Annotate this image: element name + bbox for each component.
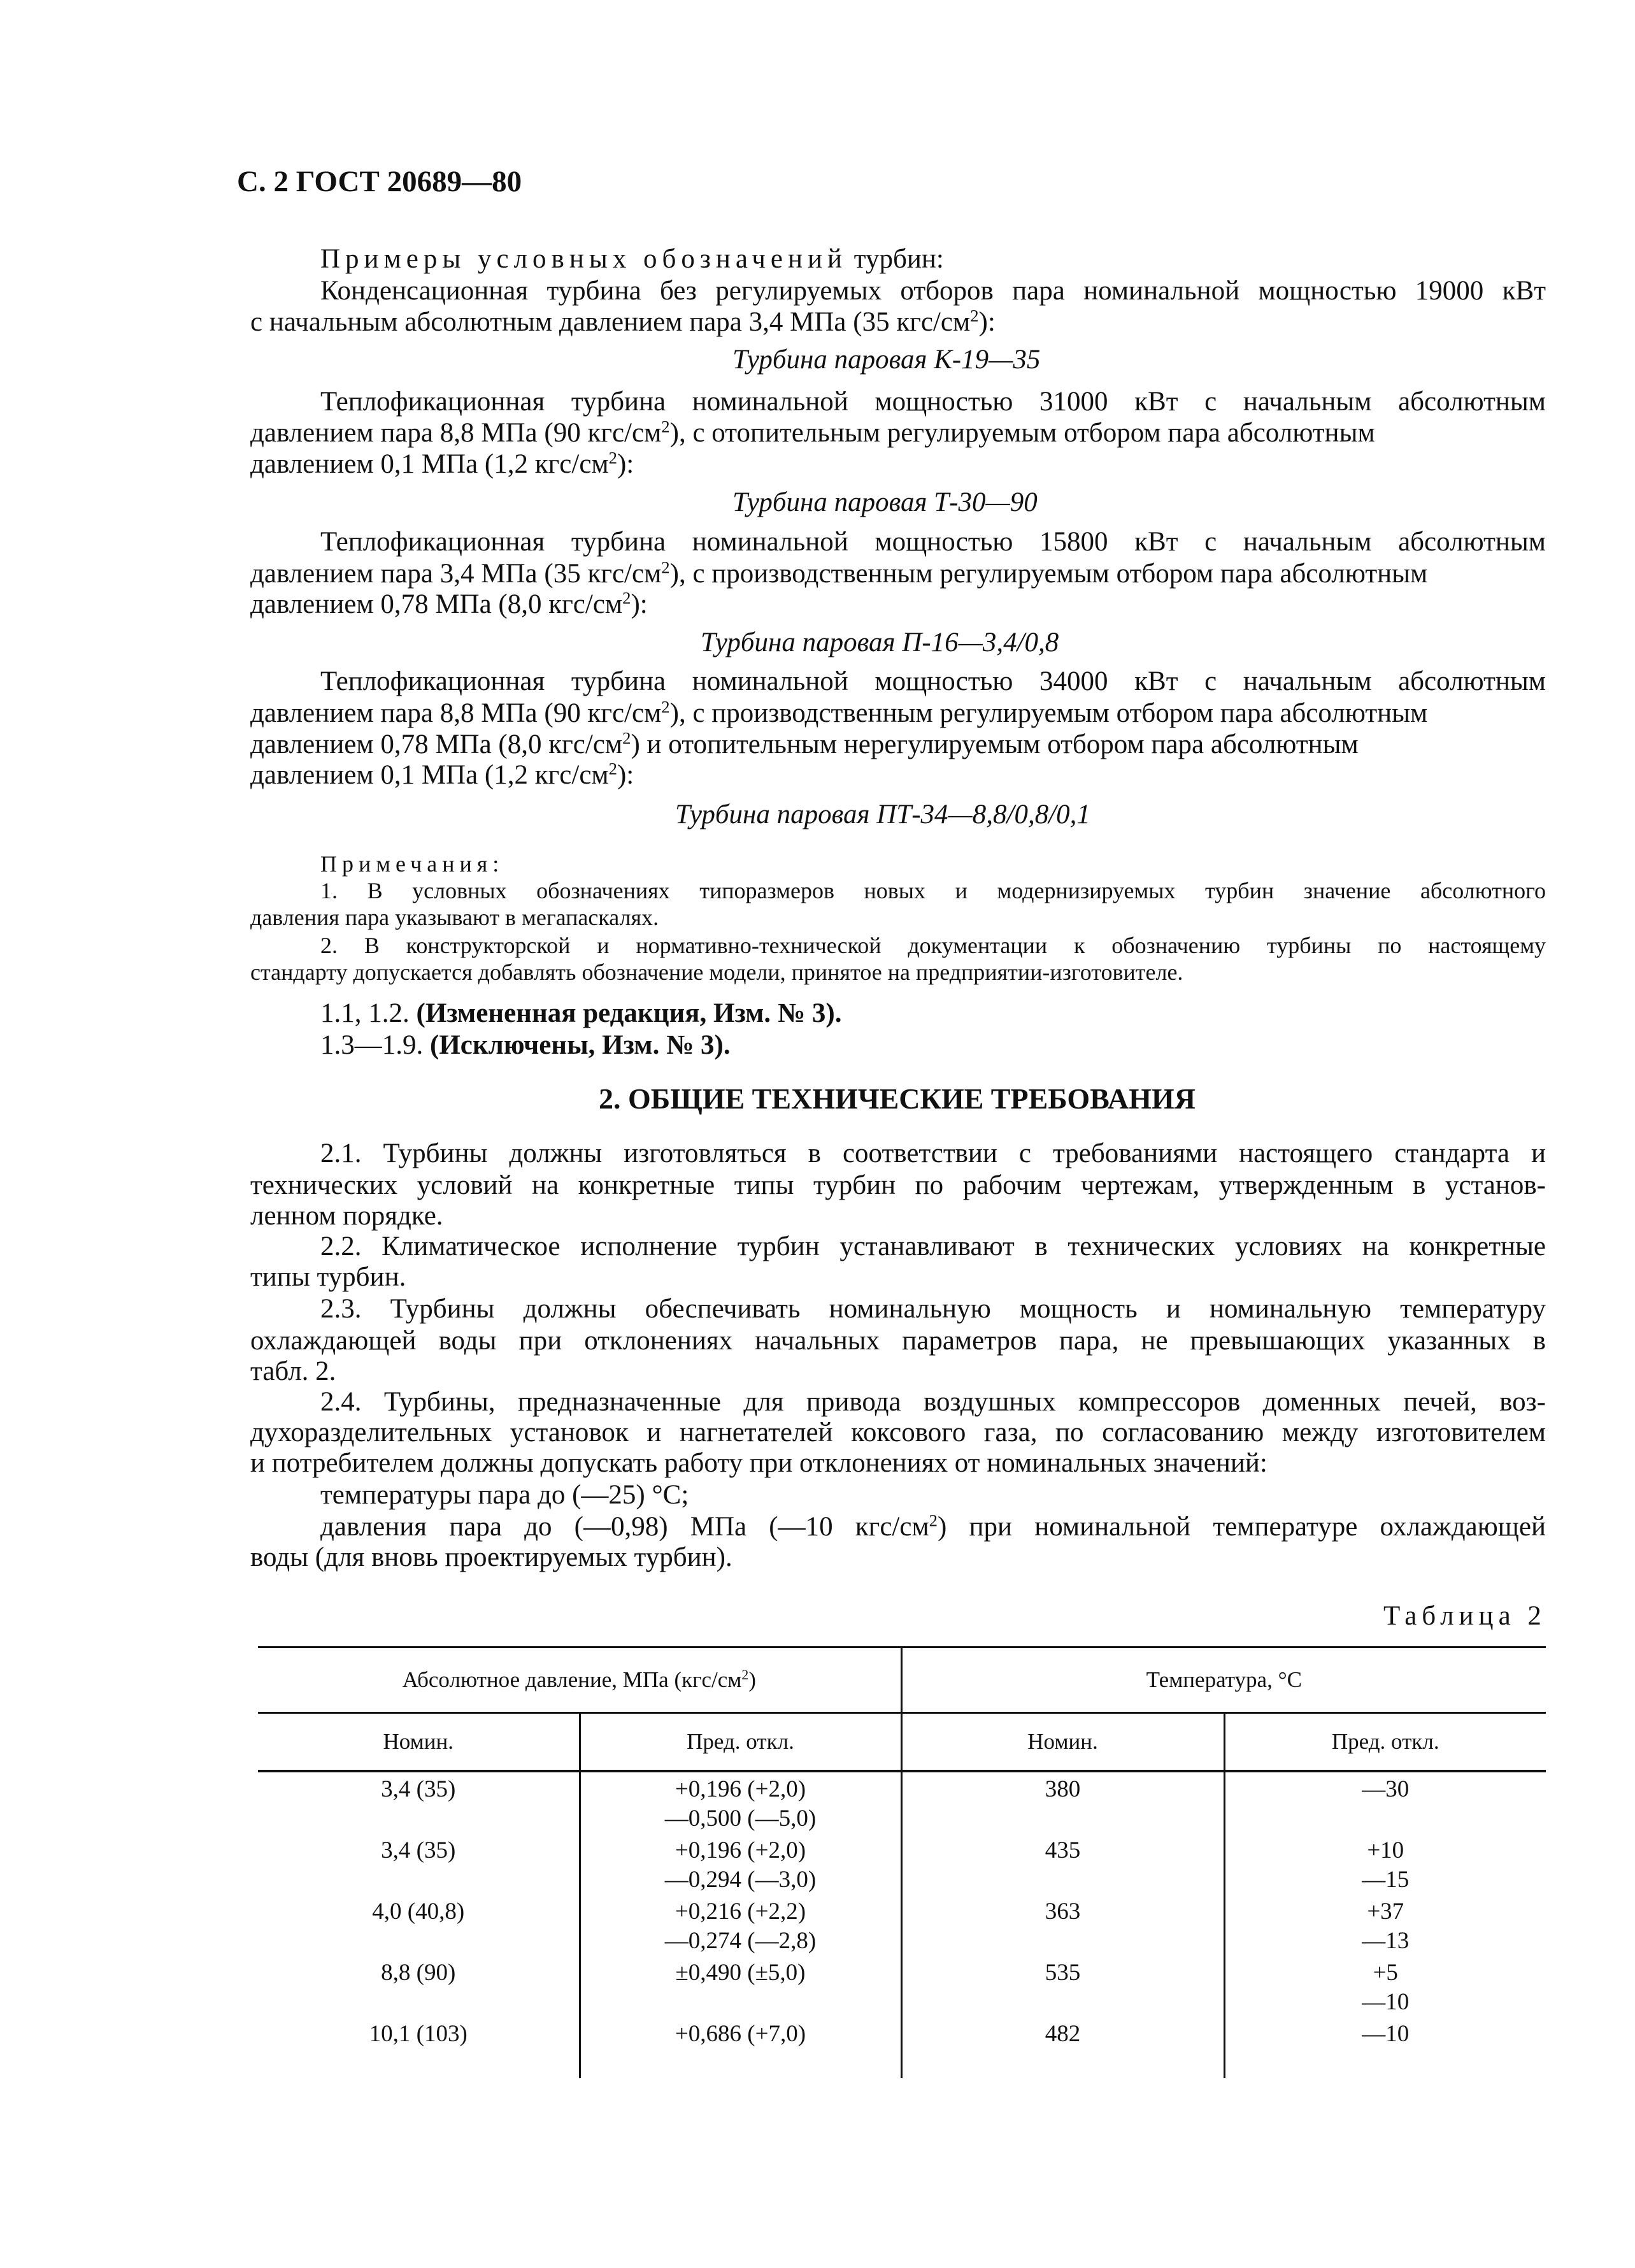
example1-line2 — [250, 306, 996, 338]
deviation-upper: +37 — [1367, 1898, 1404, 1925]
superscript: 2 — [622, 728, 631, 748]
revision-note-2 — [320, 1030, 731, 1061]
table-row — [258, 1956, 1546, 2017]
deviation-lower: —0,294 (—3,0) — [664, 1867, 817, 1893]
examples-title-rest: турбин: — [847, 244, 944, 274]
cell-pressure-deviation — [580, 1956, 901, 2017]
group-header-temperature: Температура, °С — [901, 1647, 1546, 1713]
cell-pressure-deviation — [580, 1834, 901, 1895]
deviation-upper: +10 — [1367, 1837, 1404, 1863]
superscript: 2 — [661, 417, 670, 436]
para-2-2-line2: типы турбин. — [250, 1262, 406, 1292]
pressure-header-text: Абсолютное давление, МПа (кгс/см — [402, 1667, 742, 1692]
note2-line2: стандарту допускается добавлять обозначение модели, принятое на предприятии-изготовителе. — [250, 959, 1183, 985]
example4-line2-tail: ), с производственным регулируемым отбором пара абсолютным — [669, 698, 1428, 728]
para-2-1-line2: технических условий на конкретные типы турбин по рабочим чертежам, утвержденным в установ- — [250, 1170, 1546, 1200]
cell-temperature-deviation — [1224, 1956, 1546, 2017]
example4-line3 — [250, 729, 1359, 761]
note2-line1: 2. В конструкторской и нормативно-технической документации к обозначению турбины по настоящему — [320, 933, 1546, 958]
deviation-upper: +0,196 (+2,0) — [675, 1776, 806, 1802]
cell-pressure-deviation — [580, 1771, 901, 1834]
para-2-4-line1: 2.4. Турбины, предназначенные для привода воздушных компрессоров доменных печей, воз- — [320, 1387, 1546, 1417]
superscript: 2 — [661, 697, 670, 717]
note1-line2: давления пара указывают в мегапаскалях. — [250, 905, 659, 930]
example3-line2-tail: ), с производственным регулируемым отбором пара абсолютным — [669, 559, 1428, 589]
example2-line2 — [250, 417, 1375, 449]
para-2-4-line4: температуры пара до (—25) °С; — [320, 1480, 689, 1510]
cell-temperature-nominal: 482 — [901, 2017, 1224, 2078]
table-row — [258, 1834, 1546, 1895]
superscript: 2 — [622, 588, 631, 608]
example2-line3 — [250, 449, 634, 480]
example3-line3 — [250, 589, 648, 621]
deviation-upper: ±0,490 (±5,0) — [675, 1960, 806, 1986]
revision-text: (Измененная редакция, Изм. № 3). — [416, 998, 842, 1028]
deviation-lower: —10 — [1362, 1989, 1410, 2015]
deviation-upper: +5 — [1373, 1960, 1398, 1986]
examples-title — [320, 243, 944, 275]
example2-line3-text: давлением 0,1 МПа (1,2 кгс/см — [250, 449, 609, 479]
cell-temperature-deviation — [1224, 1895, 1546, 1956]
page-header: С. 2 ГОСТ 20689—80 — [237, 165, 522, 198]
example1-line2-tail: ): — [978, 307, 996, 337]
cell-temperature-nominal: 535 — [901, 1956, 1224, 2017]
table-row — [258, 1771, 1546, 1834]
example4-line4-text: давлением 0,1 МПа (1,2 кгс/см — [250, 760, 609, 790]
para-2-4-line5-text: давления пара до (—0,98) МПа (—10 кгс/см — [320, 1512, 929, 1542]
table-row — [258, 2017, 1546, 2078]
para-2-1-line3: ленном порядке. — [250, 1201, 443, 1231]
example4-line2-text: давлением пара 8,8 МПа (90 кгс/см — [250, 698, 662, 728]
example3-line3-tail: ): — [631, 589, 648, 619]
col-header-pressure-deviation: Пред. откл. — [580, 1713, 901, 1772]
col-header-temperature-deviation: Пред. откл. — [1224, 1713, 1546, 1772]
deviation-upper: +0,686 (+7,0) — [675, 2021, 806, 2047]
notes-title: Примечания: — [320, 851, 504, 877]
table-2 — [258, 1646, 1546, 2078]
superscript: 2 — [608, 448, 617, 468]
example4-line3-tail: ) и отопительным нерегулируемым отбором пара абсолютным — [631, 729, 1359, 759]
col-header-temperature-nominal: Номин. — [901, 1713, 1224, 1772]
deviation-lower: —13 — [1362, 1928, 1410, 1954]
example2-line1: Теплофикационная турбина номинальной мощностью 31000 кВт с начальным абсолютным — [320, 387, 1546, 417]
example4-line2 — [250, 698, 1427, 729]
example2-line3-tail: ): — [617, 449, 634, 479]
table-title: Таблица 2 — [1383, 1601, 1546, 1631]
cell-pressure-nominal: 4,0 (40,8) — [372, 1898, 465, 1925]
example3-line2 — [250, 558, 1427, 590]
example3-designation: Турбина паровая П-16—3,4/0,8 — [701, 628, 1059, 657]
cell-pressure-nominal: 3,4 (35) — [381, 1776, 456, 1802]
para-2-1-line1: 2.1. Турбины должны изготовляться в соответствии с требованиями настоящего стандарта и — [320, 1138, 1546, 1168]
para-2-4-line5 — [320, 1511, 1546, 1543]
cell-temperature-deviation — [1224, 2017, 1546, 2078]
cell-pressure-nominal: 10,1 (103) — [369, 2021, 468, 2047]
superscript: 2 — [608, 759, 617, 779]
cell-temperature-deviation — [1224, 1834, 1546, 1895]
cell-pressure-nominal: 8,8 (90) — [381, 1960, 456, 1986]
table-group-header-row — [258, 1647, 1546, 1713]
note1-line1: 1. В условных обозначениях типоразмеров новых и модернизируемых турбин значение абсолютного — [320, 878, 1546, 903]
para-2-3-line2: охлаждающей воды при отклонениях начальных параметров пара, не превышающих указанных в — [250, 1326, 1546, 1356]
example3-line3-text: давлением 0,78 МПа (8,0 кгс/см — [250, 589, 623, 619]
deviation-upper: +0,196 (+2,0) — [675, 1837, 806, 1863]
pressure-header-tail: ) — [748, 1667, 756, 1692]
revision-text: (Исключены, Изм. № 3). — [430, 1030, 731, 1060]
col-header-pressure-nominal: Номин. — [258, 1713, 580, 1772]
deviation-upper: +0,216 (+2,2) — [675, 1898, 806, 1925]
example2-line2-tail: ), с отопительным регулируемым отбором пара абсолютным — [669, 418, 1375, 448]
cell-temperature-nominal: 380 — [901, 1771, 1224, 1834]
example1-line2-text: с начальным абсолютным давлением пара 3,4 МПа (35 кгс/см — [250, 307, 971, 337]
example3-line2-text: давлением пара 3,4 МПа (35 кгс/см — [250, 559, 662, 589]
example2-designation: Турбина паровая Т-30—90 — [732, 487, 1038, 517]
cell-pressure-nominal: 3,4 (35) — [381, 1837, 456, 1863]
deviation-lower: —15 — [1362, 1867, 1410, 1893]
deviation-upper: —10 — [1362, 2021, 1410, 2047]
superscript: 2 — [929, 1511, 938, 1530]
example4-line4 — [250, 759, 634, 791]
example4-designation: Турбина паровая ПТ-34—8,8/0,8/0,1 — [675, 800, 1090, 829]
revision-note-1 — [320, 998, 841, 1030]
example4-line4-tail: ): — [617, 760, 634, 790]
deviation-lower: —0,500 (—5,0) — [664, 1805, 817, 1832]
cell-temperature-deviation — [1224, 1771, 1546, 1834]
deviation-lower: —0,274 (—2,8) — [664, 1928, 817, 1954]
example3-line1: Теплофикационная турбина номинальной мощностью 15800 кВт с начальным абсолютным — [320, 527, 1546, 557]
revision-number: 1.3—1.9. — [320, 1030, 430, 1060]
superscript: 2 — [970, 306, 979, 326]
example1-designation: Турбина паровая К-19—35 — [732, 345, 1041, 375]
para-2-4-line2: духоразделительных установок и нагнетателей коксового газа, по согласованию между изготовителем — [250, 1418, 1546, 1447]
para-2-2-line1: 2.2. Климатическое исполнение турбин устанавливают в технических условиях на конкретные — [320, 1231, 1546, 1261]
group-header-pressure — [258, 1647, 901, 1713]
table-row — [258, 1895, 1546, 1956]
para-2-4-line3: и потребителем должны допускать работу при отклонениях от номинальных значений: — [250, 1448, 1267, 1478]
example2-line2-text: давлением пара 8,8 МПа (90 кгс/см — [250, 418, 662, 448]
para-2-4-line5-tail: ) при номинальной температуре охлаждающей — [937, 1512, 1546, 1542]
superscript: 2 — [741, 1667, 749, 1683]
deviation-upper: —30 — [1362, 1776, 1410, 1802]
cell-pressure-deviation — [580, 1895, 901, 1956]
examples-title-spaced: Примеры условных обозначений — [320, 244, 847, 274]
example1-line1: Конденсационная турбина без регулируемых отборов пара номинальной мощностью 19000 кВт — [320, 276, 1546, 306]
para-2-3-line3: табл. 2. — [250, 1356, 336, 1386]
para-2-3-line1: 2.3. Турбины должны обеспечивать номинальную мощность и номинальную температуру — [320, 1294, 1546, 1324]
superscript: 2 — [661, 557, 670, 577]
example4-line3-text: давлением 0,78 МПа (8,0 кгс/см — [250, 729, 623, 759]
para-2-4-line6: воды (для вновь проектируемых турбин). — [250, 1542, 732, 1572]
cell-pressure-deviation — [580, 2017, 901, 2078]
section-heading: 2. ОБЩИЕ ТЕХНИЧЕСКИЕ ТРЕБОВАНИЯ — [599, 1082, 1196, 1115]
table-column-header-row — [258, 1713, 1546, 1772]
cell-temperature-nominal: 435 — [901, 1834, 1224, 1895]
example4-line1: Теплофикационная турбина номинальной мощностью 34000 кВт с начальным абсолютным — [320, 666, 1546, 696]
revision-number: 1.1, 1.2. — [320, 998, 417, 1028]
cell-temperature-nominal: 363 — [901, 1895, 1224, 1956]
